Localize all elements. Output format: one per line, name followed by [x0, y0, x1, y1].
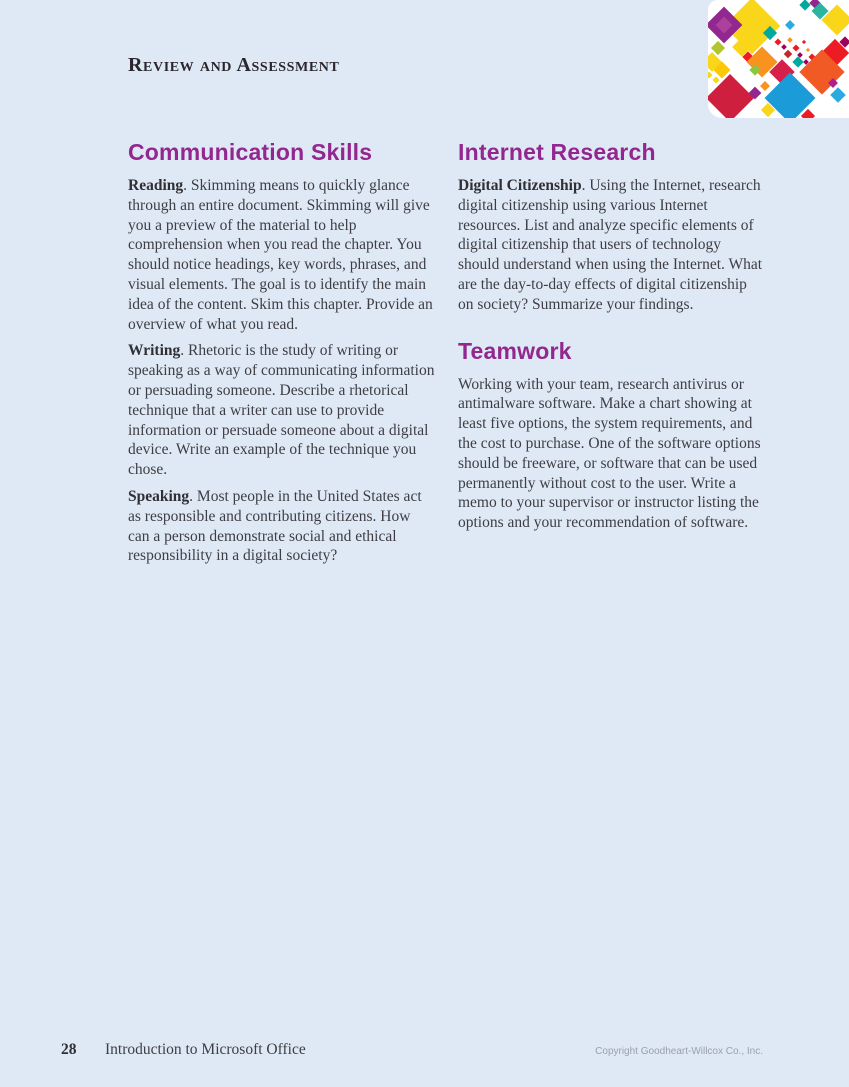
paragraph-writing — [128, 341, 435, 480]
page-footer — [0, 1041, 849, 1065]
paragraph-reading — [128, 176, 435, 334]
paragraph-text: . Rhetoric is the study of writing or speaking as a way of communicating information or persuading someone. Describe a rhetorical technique that a writer can use to provide information or persuade someone about a digital device. Write an example of the technique you chose. — [128, 342, 435, 479]
book-title: Introduction to Microsoft Office — [105, 1041, 306, 1058]
section-heading-internet-research: Internet Research — [458, 139, 656, 165]
paragraph-lead: Digital Citizenship — [458, 177, 582, 194]
paragraph-lead: Reading — [128, 177, 184, 194]
page-body — [128, 138, 766, 573]
paragraph-text: . Using the Internet, research digital citizenship using various Internet resources. List and analyze specific elements of digital citizenship that users of technology should understand when using the Internet. What are the day-to-day effects of digital citizenship on society? Summarize your findings. — [458, 177, 763, 313]
running-head: Review and Assessment — [128, 54, 340, 76]
paragraph-text: Working with your team, research antivirus or antimalware software. Make a chart showing at least five options, the system requirements, and the cost to purchase. One of the software options should be freeware, or software that can be used permanently without cost to the user. Write a memo to your supervisor or instructor listing the options and your recommendation of software. — [458, 375, 761, 532]
left-column — [128, 138, 435, 573]
page-number: 28 — [61, 1041, 77, 1058]
section-heading-teamwork: Teamwork — [458, 337, 572, 364]
paragraph-text: . Skimming means to quickly glance through an entire document. Skimming will give you a preview of the material to help comprehension when you read the chapter. You should notice headings, key words, phrases, and visual elements. The goal is to identify the main idea of the content. Skim this chapter. Provide an overview of what you read. — [128, 177, 433, 333]
paragraph-digital-citizenship — [458, 176, 765, 315]
paragraph-lead: Speaking — [128, 487, 190, 505]
paragraph-speaking — [128, 487, 435, 566]
paragraph-teamwork — [458, 375, 765, 533]
section-heading-communication-skills: Communication Skills — [128, 139, 373, 165]
confetti-collage-image — [708, 0, 849, 118]
right-column — [458, 138, 765, 573]
paragraph-lead: Writing — [128, 342, 181, 360]
confetti-diamonds-icon — [708, 0, 849, 118]
paragraph-text: . Most people in the United States act as responsible and contributing citizens. How can a person demonstrate social and ethical responsibility in a digital society? — [128, 487, 422, 565]
copyright-notice: Copyright Goodheart-Willcox Co., Inc. — [595, 1046, 763, 1057]
